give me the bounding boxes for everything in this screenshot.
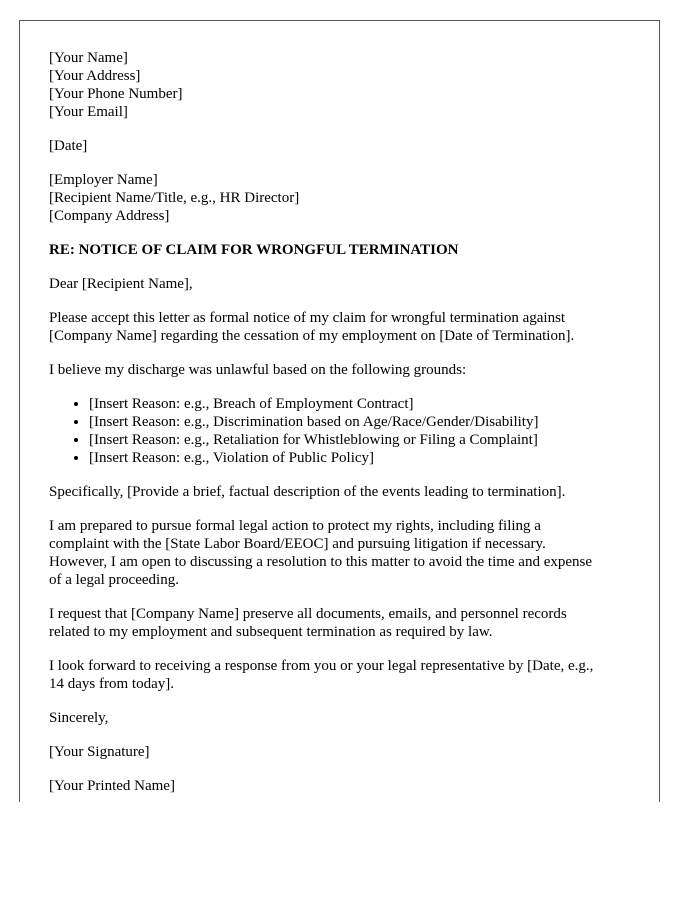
sender-email: [Your Email] [49,104,128,120]
response-line: I look forward to receiving a response from you or your legal representative by [Date, e.g., [49,658,594,674]
signature: [Your Signature] [49,744,150,760]
reason-item: • [Insert Reason: e.g., Violation of Public Policy] [89,449,645,467]
preserve-line: related to my employment and subsequent termination as required by law. [49,624,493,640]
letter-date: [Date] [49,138,88,154]
reason-item: • [Insert Reason: e.g., Breach of Employment Contract] [89,395,645,413]
legal-action-paragraph [49,517,645,589]
action-line: I am prepared to pursue formal legal action to protect my rights, including filing a [49,518,541,534]
reason-item: • [Insert Reason: e.g., Retaliation for Whistleblowing or Filing a Complaint] [89,431,645,449]
action-line: However, I am open to discussing a resolution to this matter to avoid the time and expense [49,554,593,570]
grounds-intro: I believe my discharge was unlawful based on the following grounds: [49,362,467,378]
sender-address: [Your Address] [49,68,141,84]
sender-name: [Your Name] [49,50,128,66]
response-line: 14 days from today]. [49,676,174,692]
action-line: of a legal proceeding. [49,572,179,588]
closing: Sincerely, [49,710,109,726]
recipient-employer: [Employer Name] [49,172,158,188]
reason-item: • [Insert Reason: e.g., Discrimination based on Age/Race/Gender/Disability] [89,413,645,431]
preservation-paragraph [49,605,645,641]
sender-block [49,49,645,121]
letter-content [49,49,645,811]
reasons-list [49,395,645,467]
letter-page [19,20,660,802]
recipient-block [49,171,645,225]
sender-phone: [Your Phone Number] [49,86,183,102]
printed-name: [Your Printed Name] [49,778,175,794]
date-block [49,137,645,155]
action-line: complaint with the [State Labor Board/EEOC] and pursuing litigation if necessary. [49,536,546,552]
preserve-line: I request that [Company Name] preserve all documents, emails, and personnel records [49,606,567,622]
salutation: Dear [Recipient Name], [49,276,193,292]
specifics-paragraph: Specifically, [Provide a brief, factual description of the events leading to termination]. [49,484,566,500]
intro-line: Please accept this letter as formal notice of my claim for wrongful termination against [49,310,566,326]
recipient-title: [Recipient Name/Title, e.g., HR Director] [49,190,300,206]
intro-line: [Company Name] regarding the cessation of my employment on [Date of Termination]. [49,328,575,344]
subject-line: RE: NOTICE OF CLAIM FOR WRONGFUL TERMINATION [49,242,459,258]
recipient-company-address: [Company Address] [49,208,170,224]
response-paragraph [49,657,645,693]
intro-paragraph [49,309,645,345]
